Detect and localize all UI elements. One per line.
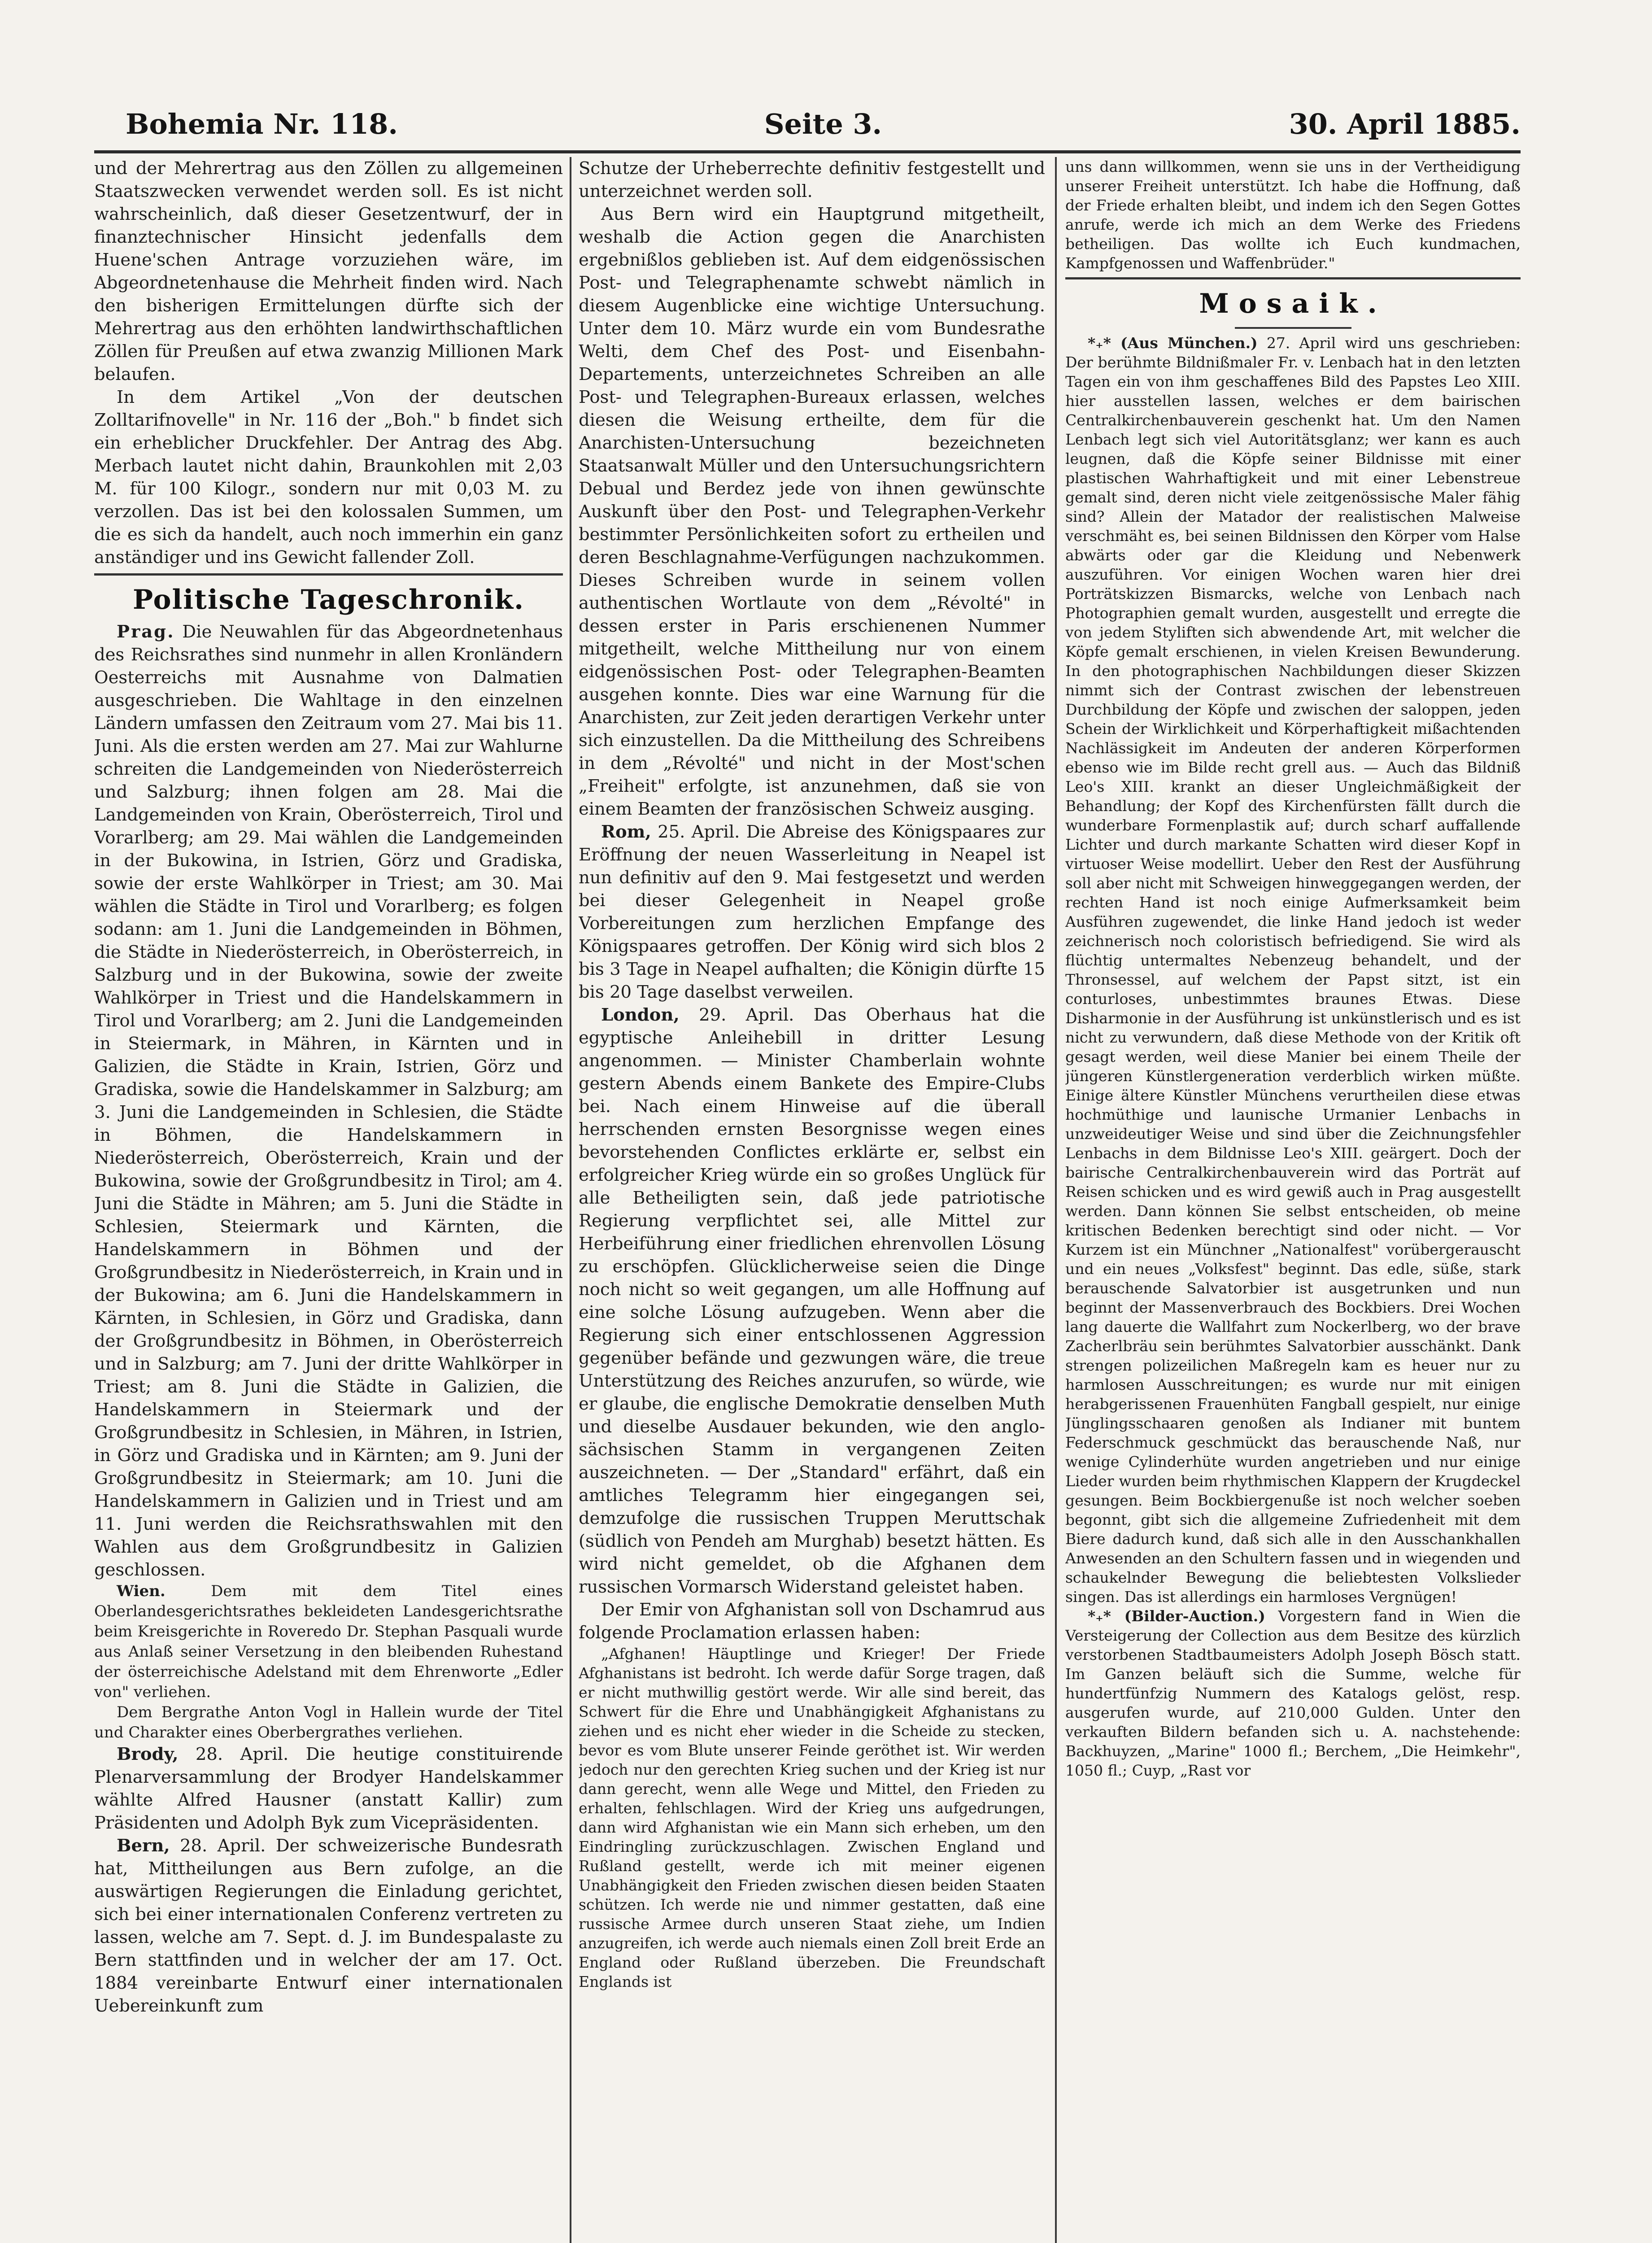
column-3: [1065, 157, 1521, 2243]
page-number: Seite 3.: [764, 108, 882, 140]
item-label: *₊* (Aus München.): [1088, 334, 1258, 352]
dateline-paragraph: [94, 1743, 563, 1834]
article-paragraph: und der Mehrertrag aus den Zöllen zu allgemeinen Staatszwecken verwendet werden soll. Es ist nicht wahrscheinlich, daß dieser Gesetzentwurf, der in finanztechnischer Hinsicht jedenfalls dem Huene'schen Antrage vorzuziehen wäre, im Abgeordnetenhause die Mehrheit finden wird. Nach den bisherigen Ermittelungen dürfte sich der Mehrertrag aus den erhöhten landwirthschaftlichen Zöllen für Preußen auf etwa zwanzig Millionen Mark belaufen.: [94, 158, 563, 384]
dateline-city: Prag.: [117, 622, 175, 642]
dateline-text: 25. April. Die Abreise des Königspaares zur Eröffnung der neuen Wasserleitung in Neapel ist nun definitiv auf den 9. Mai festgesetzt und werden bei dieser Gelegenheit in Neapel große Vorbereitungen zum herzlichen Empfange des Königspaares getroffen. Der König wird sich blos 2 bis 3 Tage in Neapel aufhalten; die Königin dürfte 15 bis 20 Tage daselbst verweilen.: [579, 822, 1045, 1002]
article-paragraph: [1065, 333, 1521, 1606]
dateline-paragraph: [579, 820, 1045, 1004]
section-rule: [1235, 327, 1351, 329]
article-paragraph: [1065, 1606, 1521, 1780]
section-heading: Politische Tageschronik.: [133, 584, 524, 615]
article-paragraph: Schutze der Urheberrechte definitiv festgestellt und unterzeichnet werden soll.: [579, 158, 1045, 201]
dateline-paragraph: [94, 620, 563, 1581]
column-divider: [570, 157, 571, 2243]
dateline-city: London,: [601, 1005, 680, 1025]
dateline-paragraph: [94, 1834, 563, 2017]
section-heading: Mosaik.: [1199, 288, 1387, 319]
masthead-issue: Bohemia Nr. 118.: [126, 108, 398, 140]
item-label: *₊* (Bilder-Auction.): [1088, 1607, 1265, 1625]
article-paragraph: In dem Artikel „Von der deutschen Zolltarifnovelle" in Nr. 116 der „Boh." b findet sich ein erheblicher Druckfehler. Der Antrag des Abg. Merbach lautet nicht dahin, Braunkohlen mit 2,03 M. für 100 Kilogr., sondern nur mit 0,03 M. zu verzollen. Das ist bei den kolossalen Summen, um die es sich da handelt, auch noch immerhin ein ganz anständiger und ins Gewicht fallender Zoll.: [94, 387, 563, 567]
dateline-paragraph: [94, 1581, 563, 1702]
proclamation-paragraph: uns dann willkommen, wenn sie uns in der Vertheidigung unserer Freiheit unterstützt. Ich habe die Hoffnung, daß der Friede erhalten bleibt, und indem ich den Segen Gottes anrufe, werde ich mich an dem Werke des Friedens betheiligen. Das wollte ich Euch kundmachen, Kampfgenossen und Waffenbrüder.": [1065, 158, 1521, 272]
section-rule: [94, 573, 563, 576]
dateline-text: Dem mit dem Titel eines Oberlandesgerichtsrathes bekleideten Landesgerichtsrathe beim Kreisgerichte in Roveredo Dr. Stephan Pasquali wurde aus Anlaß seiner Versetzung in den bleibenden Ruhestand der österreichische Adelstand mit dem Ehrenworte „Edler von" verliehen.: [94, 1582, 563, 1701]
section-rule: [1065, 277, 1521, 279]
column-divider: [1055, 157, 1057, 2243]
item-text: Vorgestern fand in Wien die Versteigerung der Collection aus dem Besitze des kürzlich verstorbenen Stadtbaumeisters Adolph Joseph Bösch statt. Im Ganzen beläuft sich die Summe, welche für hundertfünfzig Nummern des Katalogs gelöst, resp. ausgerufen wurde, auf 210,000 Gulden. Unter den verkauften Bildern befanden sich u. A. nachstehende: Backhuyzen, „Marine" 1000 fl.; Berchem, „Die Heimkehr", 1050 fl.; Cuyp, „Rast vor: [1065, 1607, 1521, 1779]
dateline-city: Rom,: [601, 822, 651, 842]
issue-date: 30. April 1885.: [1289, 108, 1521, 140]
dateline-text: 28. April. Der schweizerische Bundesrath hat, Mittheilungen aus Bern zufolge, an die auswärtigen Regierungen die Einladung gerichtet, sich bei einer internationalen Conferenz vertreten zu lassen, welche am 7. Sept. d. J. im Bundespalaste zu Bern stattfinden und in welcher der am 17. Oct. 1884 vereinbarte Entwurf einer internationalen Uebereinkunft zum: [94, 1836, 563, 2016]
article-paragraph: Dem Bergrathe Anton Vogl in Hallein wurde der Titel und Charakter eines Oberbergrathes verliehen.: [94, 1703, 563, 1741]
dateline-text: Die Neuwahlen für das Abgeordnetenhaus des Reichsrathes sind nunmehr in allen Kronländern Oesterreichs mit Ausnahme von Dalmatien ausgeschrieben. Die Wahltage in den einzelnen Ländern umfassen den Zeitraum vom 27. Mai bis 11. Juni. Als die ersten werden am 27. Mai zur Wahlurne schreiten die Landgemeinden von Niederösterreich und Salzburg; ihnen folgen am 28. Mai die Landgemeinden von Krain, Oberösterreich, Tirol und Vorarlberg; am 29. Mai wählen die Landgemeinden in der Bukowina, in Istrien, Görz und Gradiska, sowie der erste Wahlkörper in Triest; am 30. Mai wählen die Städte in Tirol und Vorarlberg; es folgen sodann: am 1. Juni die Landgemeinden in Böhmen, die Städte in Niederösterreich, in Oberösterreich, in Salzburg und in der Bukowina, sowie der zweite Wahlkörper in Triest und die Handelskammern in Tirol und Vorarlberg; am 2. Juni die Landgemeinden in Steiermark, in Mähren, in Kärnten und in Galizien, die Städte in Krain, Istrien, Görz und Gradiska, sowie die Handelskammer in Salzburg; am 3. Juni die Landgemeinden in Schlesien, die Städte in Böhmen, die Handelskammern in Niederösterreich, Oberösterreich, Krain und der Bukowina, sowie der Großgrundbesitz in Tirol; am 4. Juni die Städte in Mähren; am 5. Juni die Städte in Schlesien, Steiermark und Kärnten, die Handelskammern in Böhmen und der Großgrundbesitz in Niederösterreich, in Krain und in der Bukowina; am 6. Juni die Handelskammern in Kärnten, in Schlesien, in Görz und Gradiska, dann der Großgrundbesitz in Böhmen, in Oberösterreich und in Salzburg; am 7. Juni der dritte Wahlkörper in Triest; am 8. Juni die Städte in Galizien, die Handelskammern in Steiermark und der Großgrundbesitz in Schlesien, in Mähren, in Istrien, in Görz und Gradiska und in Kärnten; am 9. Juni der Großgrundbesitz in Steiermark; am 10. Juni die Handelskammern in Galizien und in Triest und am 11. Juni werden die Reichsrathswahlen mit den Wahlen aus dem Großgrundbesitz in Galizien geschlossen.: [94, 622, 563, 1580]
header-rule: [94, 150, 1521, 153]
dateline-city: Brody,: [117, 1744, 179, 1764]
dateline-text: 28. April. Die heutige constituirende Plenarversammlung der Brodyer Handelskammer wählte Alfred Hausner (anstatt Kallir) zum Präsidenten und Adolph Byk zum Vicepräsidenten.: [94, 1744, 563, 1833]
dateline-paragraph: [579, 1004, 1045, 1598]
column-2: [579, 157, 1045, 2243]
column-1: [94, 157, 563, 2243]
item-text: 27. April wird uns geschrieben: Der berühmte Bildnißmaler Fr. v. Lenbach hat in den letzten Tagen ein von ihm geschaffenes Bild des Papstes Leo XIII. hier ausstellen lassen, welches er dem bairischen Centralkirchenbauverein geschenkt hat. Um den Namen Lenbach legt sich viel Autoritätsglanz; wer kann es auch leugnen, daß die Köpfe seiner Bildnisse mit einer plastischen Wahrhaftigkeit und mit einer Lebenstreue gemalt sind, deren nicht viele zeitgenössische Maler fähig sind? Allein der Matador der realistischen Malweise verschmäht es, bei seinen Bildnissen den Körper vom Halse abwärts oder gar die Kleidung und Nebenwerk auszuführen. Vor einigen Wochen waren hier drei Porträtskizzen Bismarcks, welche von Lenbach nach Photographien gemalt wurden, ausgestellt und erregte die von jedem Styliften sich abwendende Art, mit welcher die Köpfe gemalt erschienen, in vielen Kreisen Bewunderung. In den photographischen Nachbildungen dieser Skizzen nimmt sich der Contrast zwischen der lebenstreuen Durchbildung der Köpfe und zwischen der saloppen, jeden Schein der Wirklichkeit und Körperhaftigkeit mißachtenden Nachlässigkeit im Andeuten der anderen Körperformen ebenso wie im Bilde recht grell aus. — Auch das Bildniß Leo's XIII. krankt an dieser Ungleichmäßigkeit der Behandlung; der Kopf des Kirchenfürsten fällt durch die wunderbare Formenplastik auf; durch scharf auffallende Lichter und durch markante Schatten wird dieser Kopf in virtuoser Weise modellirt. Ueber den Rest der Ausführung soll aber nicht mit Schweigen hinweggegangen werden, der rechten Hand ist noch einige Aufmerksamkeit beim Ausführen zugewendet, die linke Hand jedoch ist weder zeichnerisch noch coloristisch befriedigend. Sie wird als flüchtig untermaltes Nebenzeug behandelt, und der Thronsessel, auf welchem der Papst sitzt, ist ein conturloses, unbestimmtes braunes Etwas. Diese Disharmonie in der Ausführung ist unkünstlerisch und es ist nicht zu verwundern, daß diese Methode von der Kritik oft gesagt werden, weil diese Manier bei einem Theile der jüngeren Künstlergeneration verderblich wirken müßte. Einige ältere Künstler Münchens verurtheilen diese etwas hochmüthige und launische Urmanier Lenbachs in unzweideutiger Weise und sind über die Zeichnungsfehler Lenbachs in dem Bildnisse Leo's XIII. geärgert. Doch der bairische Centralkirchenbauverein wird das Porträt auf Reisen schicken und es wird gewiß auch in Prag ausgestellt werden. Dann können Sie selbst entscheiden, ob meine kritischen Bedenken berechtigt sind oder nicht. — Vor Kurzem ist ein Münchner „Nationalfest" vorübergerauscht und ein neues „Volksfest" beginnt. Das edle, süße, stark berauschende Salvatorbier ist ausgetrunken und nun beginnt der Massenverbrauch des Bockbiers. Drei Wochen lang dauerte die Wallfahrt zum Nockerlberg, wo der brave Zacherlbräu sein berühmtes Salvatorbier ausschänkt. Dank strengen polizeilichen Maßregeln kam es heuer nur zu harmlosen Ausschreitungen; es wurde nur mit einigen herabgerissenen Frauenhüten Fangball gespielt, nur einige Jünglingsschaaren genoßen als Indianer mit buntem Federschmuck geschmückt das berauschende Naß, nur wenige Cylinderhüte wurden angetrieben und nur einige Lieder wurden beim rhythmischen Klappern der Krugdeckel gesungen. Beim Bockbiergenuße ist noch welcher soeben begonnt, gibt sich die allgemeine Zufriedenheit mit dem Biere dadurch kund, daß sich alle in den Ausschankhallen Anwesenden an den Schultern fassen und in wiegenden und schaukelnder Bewegung die beliebtesten Volkslieder singen. Das ist allerdings ein harmloses Vergnügen!: [1065, 334, 1521, 1606]
article-paragraph: Aus Bern wird ein Hauptgrund mitgetheilt, weshalb die Action gegen die Anarchisten ergebnißlos geblieben ist. Auf dem eidgenössischen Post- und Telegraphenamte schwebt nämlich in diesem Augenblicke eine wichtige Untersuchung. Unter dem 10. März wurde ein vom Bundesrathe Welti, dem Chef des Post- und Eisenbahn-Departements, unterzeichnetes Schreiben an alle Post- und Telegraphen-Bureaux erlassen, welches diesen die Weisung ertheilte, dem für die Anarchisten-Untersuchung bezeichneten Staatsanwalt Müller und den Untersuchungsrichtern Debual und Berdez jede von ihnen gewünschte Auskunft über den Post- und Telegraphen-Verkehr bestimmter Persönlichkeiten sofort zu ertheilen und deren Beschlagnahme-Verfügungen nachzukommen. Dieses Schreiben wurde in seinem vollen authentischen Wortlaute von dem „Révolté" in dessen erster in Paris erschienenen Nummer mitgetheilt, welche Mittheilung nur von einem eidgenössischen Post- oder Telegraphen-Beamten ausgehen konnte. Dies war eine Warnung für die Anarchisten, zur Zeit jeden derartigen Verkehr unter sich einzustellen. Da die Mittheilung des Schreibens in dem „Révolté" und nicht in der Most'schen „Freiheit" erfolgte, ist anzunehmen, daß sie von einem Beamten der französischen Schweiz ausging.: [579, 204, 1045, 819]
proclamation-paragraph: „Afghanen! Häuptlinge und Krieger! Der Friede Afghanistans ist bedroht. Ich werde dafür Sorge tragen, daß er nicht muthwillig gestört werde. Wir alle sind bereit, das Schwert für die Ehre und Unabhängigkeit Afghanistans zu ziehen und es nicht eher wieder in die Scheide zu stecken, bevor es vom Blute unserer Feinde geröthet ist. Wir werden jedoch nur den gerechten Krieg suchen und der Krieg ist nur dann gerecht, wenn alle Wege und Mittel, den Frieden zu erhalten, fehlschlagen. Wird der Krieg uns aufgedrungen, dann wird Afghanistan wie ein Mann sich erheben, um den Eindringling zurückzuschlagen. Zwischen England und Rußland gestellt, werde ich mit meiner eigenen Unabhängigkeit den Frieden zwischen diesen beiden Staaten schützen. Ich werde nie und nimmer gestatten, daß eine russische Armee durch unseren Staat ziehe, um Indien anzugreifen, ich werde auch niemals einen Zoll breit Erde an England oder Rußland überzeben. Die Freundschaft Englands ist: [579, 1645, 1045, 1990]
dateline-city: Bern,: [117, 1836, 170, 1856]
page-header: [126, 103, 1521, 153]
article-paragraph: Der Emir von Afghanistan soll von Dschamrud aus folgende Proclamation erlassen haben:: [579, 1600, 1045, 1643]
dateline-text: 29. April. Das Oberhaus hat die egyptische Anleihebill in dritter Lesung angenommen. — Minister Chamberlain wohnte gestern Abends einem Bankete des Empire-Clubs bei. Nach einem Hinweise auf die überall herrschenden ernsten Besorgnisse wegen eines bevorstehenden Conflictes erklärte er, selbst ein erfolgreicher Krieg würde ein so großes Unglück für alle Betheiligten sein, daß jede patriotische Regierung verpflichtet sei, alle Mittel zur Herbeiführung einer friedlichen ehrenvollen Lösung zu erschöpfen. Glücklicherweise seien die Dinge noch nicht so weit gegangen, um alle Hoffnung auf eine solche Lösung aufzugeben. Wenn aber die Regierung sich einer entschlossenen Aggression gegenüber befände und gezwungen wäre, die treue Unterstützung des Reiches anzurufen, so würde, wie er glaube, die englische Demokratie denselben Muth und dieselbe Ausdauer bekunden, wie den anglo-sächsischen Stamm in vergangenen Zeiten auszeichneten. — Der „Standard" erfährt, daß ein amtliches Telegramm hier eingegangen sei, demzufolge die russischen Truppen Meruttschak (südlich von Pendeh am Murghab) besetzt hätten. Es wird nicht gemeldet, ob die Afghanen dem russischen Vormarsch Widerstand geleistet haben.: [579, 1005, 1045, 1597]
dateline-city: Wien.: [117, 1582, 166, 1600]
